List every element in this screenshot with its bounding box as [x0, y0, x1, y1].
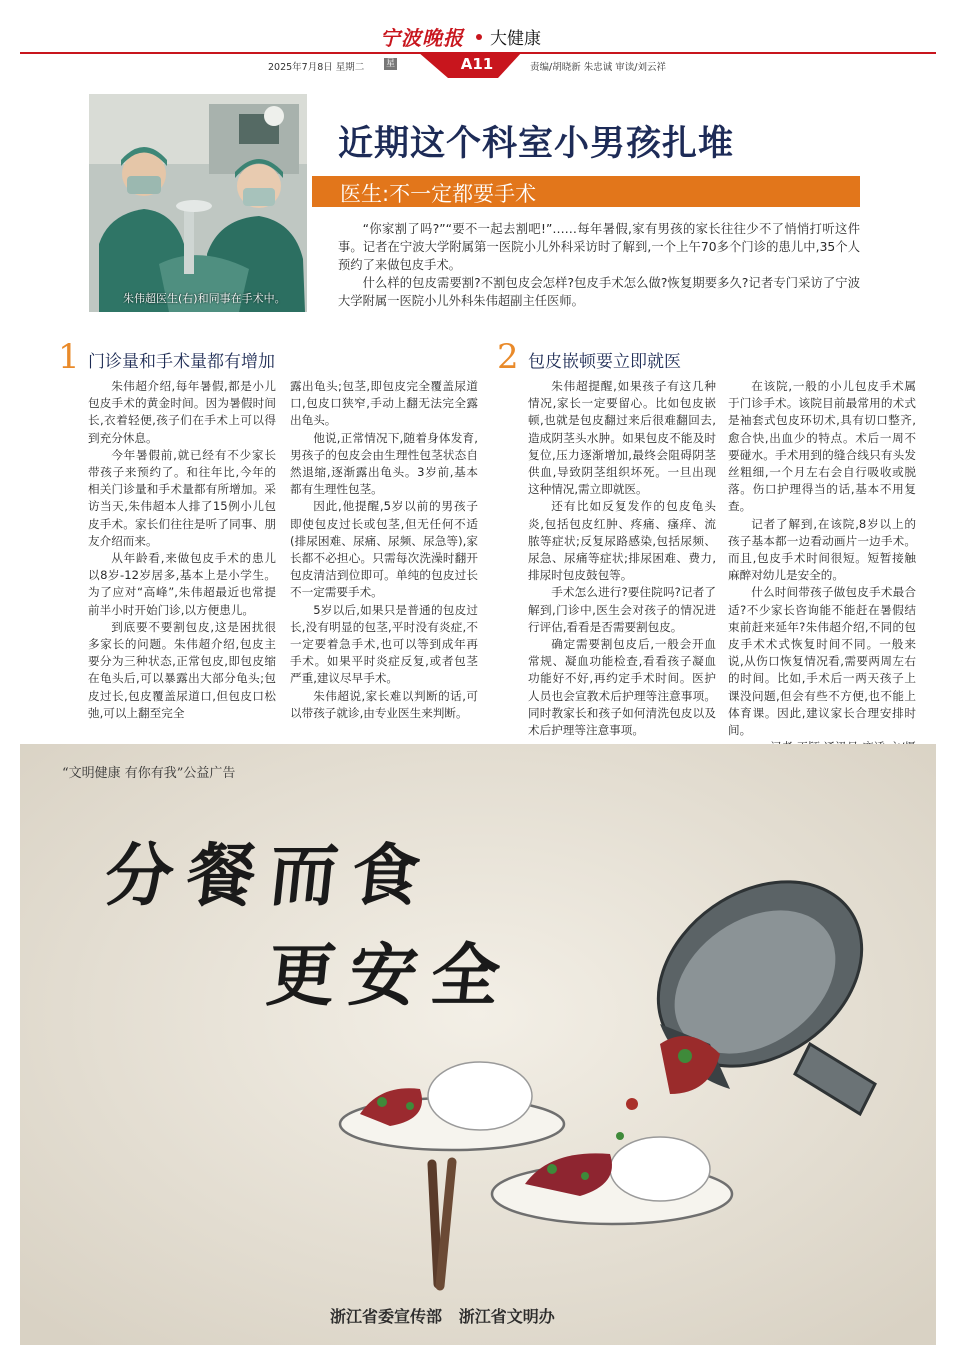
lead-paragraph: “你家割了吗?”“要不一起去割吧!”……每年暑假,家有男孩的家长往往少不了悄悄打听这件事。记者在宁波大学附属第一医院小儿外科采访时了解到,一个上午70多个门诊的患儿中,35个人预约了来做包皮手术。 [338, 222, 860, 272]
body-paragraph: 还有比如反复发作的包皮龟头炎,包括包皮红肿、疼痛、瘙痒、流脓等症状;反复尿路感染,包括尿频、尿急、尿痛等症状;排尿困难、费力,排尿时包皮鼓包等。 [528, 499, 716, 583]
body-paragraph: 他说,正常情况下,随着身体发育,男孩子的包皮会由生理性包茎状态自然退缩,逐渐露出龟头。3岁前,基本都有生理性包茎。 [290, 430, 478, 497]
rice-plate-icon [340, 1062, 564, 1150]
section1-title: 门诊量和手术量都有增加 [88, 352, 275, 372]
section2-column-left [528, 378, 716, 739]
rice-plate-icon [492, 1137, 732, 1224]
section-name: 大健康 [490, 29, 541, 49]
section2-number: 2 [497, 337, 519, 377]
photo-caption: 朱伟超医生(右)和同事在手术中。 [123, 292, 286, 305]
page-number: A11 [460, 55, 494, 73]
headline-sub: 医生:不一定都要手术 [340, 182, 537, 206]
cooking-pan-icon [623, 844, 897, 1114]
ad-title-line1: 分餐而食 [101, 836, 438, 916]
masthead-dot [476, 34, 482, 40]
section1-column-left [88, 378, 276, 722]
body-paragraph: 因此,他提醒,5岁以前的男孩子即使包皮过长或包茎,但无任何不适(排尿困难、尿痛、尿频、尿急等),家长都不必担心。只需每次洗澡时翻开包皮清洁到位即可。单纯的包皮过长不一定需要手术。 [290, 499, 478, 600]
body-paragraph: 记者了解到,在该院,8岁以上的孩子基本都一边看动画片一边手术。而且,包皮手术时间很短。短暂接触麻醉对幼儿是安全的。 [728, 516, 916, 583]
lead-paragraph: 什么样的包皮需要割?不割包皮会怎样?包皮手术怎么做?恢复期要多久?记者专门采访了宁波大学附属一医院小儿外科朱伟超副主任医师。 [338, 276, 860, 308]
chopsticks-icon [432, 1162, 452, 1286]
date-line: 2025年7月8日 星期二 [268, 62, 365, 73]
body-paragraph: 露出龟头;包茎,即包皮完全覆盖尿道口,包皮口狭窄,手动上翻无法完全露出龟头。 [290, 379, 478, 428]
headline-main: 近期这个科室小男孩扎堆 [338, 124, 735, 164]
ad-slogan: “文明健康 有你有我”公益广告 [62, 766, 236, 781]
section2-title: 包皮嵌顿要立即就医 [528, 352, 681, 372]
surgery-photo-icon [89, 94, 307, 312]
weather-tag: 星 [386, 59, 396, 69]
ad-title-line2: 更安全 [263, 936, 518, 1016]
section1-number: 1 [58, 337, 80, 377]
body-paragraph: 朱伟超说,家长难以判断的话,可以带孩子就诊,由专业医生来判断。 [290, 688, 478, 720]
ad-sponsor: 浙江省委宣传部 浙江省文明办 [330, 1307, 555, 1326]
section1-column-right [290, 378, 478, 722]
body-paragraph: 手术怎么进行?要住院吗?记者了解到,门诊中,医生会对孩子的情况进行评估,看看是否需要割包皮。 [528, 585, 716, 634]
lead-text [338, 220, 860, 310]
food-illustration [20, 744, 936, 1345]
editors-line: 责编/胡晓新 朱忠诚 审读/刘云祥 [530, 62, 666, 73]
body-paragraph: 朱伟超提醒,如果孩子有这几种情况,家长一定要留心。比如包皮嵌顿,也就是包皮翻过来后很难翻回去,造成阴茎头水肿。如果包皮不能及时复位,压力逐渐增加,最终会阻碍阴茎供血,导致阴茎组织坏死。一旦出现这种情况,需立即就医。 [528, 379, 716, 497]
body-paragraph: 到底要不要割包皮,这是困扰很多家长的问题。朱伟超介绍,包皮主要分为三种状态,正常包皮,即包皮缩在龟头后,可以暴露出大部分龟头;包皮过长,包皮覆盖尿道口,但包皮口松弛,可以上翻至完全 [88, 619, 276, 720]
body-paragraph: 什么时间带孩子做包皮手术最合适?不少家长咨询能不能赶在暑假结束前赶来延年?朱伟超介绍,不同的包皮手术术式恢复时间不同。一般来说,从伤口恢复情况看,需要两周左右的时间。比如,手术后一两天孩子上课没问题,但会有些不方便,也不能上体育课。因此,建议家长合理安排时间。 [728, 585, 916, 738]
body-paragraph: 确定需要割包皮后,一般会开血常规、凝血功能检查,看看孩子凝血功能好不好,再约定手术时间。医护人员也会宣教术后护理等注意事项。同时教家长和孩子如何清洗包皮以及术后护理等注意事项。 [528, 637, 716, 738]
section2-column-right [728, 378, 916, 756]
body-paragraph: 在该院,一般的小儿包皮手术属于门诊手术。该院目前最常用的术式是袖套式包皮环切术,具有切口整齐,愈合快,出血少的特点。术后一周不要碰水。手术用到的缝合线只有头发丝粗细,一个月左右会自行吸收或脱落。伤口护理得当的话,基本不用复查。 [728, 379, 916, 514]
body-paragraph: 5岁以后,如果只是普通的包皮过长,没有明显的包茎,平时没有炎症,不一定要着急手术,也可以等到成年再手术。如果平时炎症反复,或者包茎严重,建议尽早手术。 [290, 602, 478, 686]
paper-logo: 宁波晚报 [380, 26, 464, 50]
surgery-photo [89, 94, 307, 312]
body-paragraph: 朱伟超介绍,每年暑假,都是小儿包皮手术的黄金时间。因为暑假时间长,衣着轻便,孩子们在手术上可以得到充分休息。 [88, 379, 276, 445]
public-service-ad [20, 744, 936, 1345]
body-paragraph: 今年暑假前,就已经有不少家长带孩子来预约了。和往年比,今年的相关门诊量和手术量都有所增加。采访当天,朱伟超本人排了15例小儿包皮手术。家长们往往是听了同事、朋友介绍而来。 [88, 447, 276, 548]
body-paragraph: 从年龄看,来做包皮手术的患儿以8岁-12岁居多,基本上是小学生。为了应对“高峰”,朱伟超最近也常提前半小时开始门诊,以方便患儿。 [88, 551, 276, 617]
